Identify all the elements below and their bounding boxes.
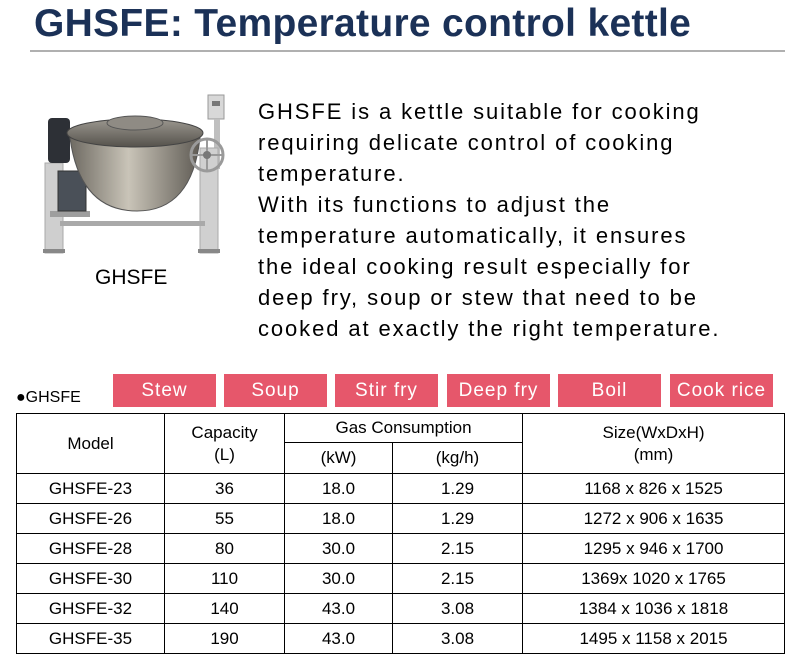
description-line: temperature automatically, it ensures xyxy=(258,223,688,248)
table-row xyxy=(17,474,785,504)
header-size-unit: (mm) xyxy=(633,444,674,464)
description-line: requiring delicate control of cooking xyxy=(258,130,675,155)
cell-kw: 43.0 xyxy=(285,594,393,624)
header-gas-kw: (kW) xyxy=(285,443,393,474)
tag-stir-fry: Stir fry xyxy=(335,374,438,407)
header-size-label: Size(WxDxH) xyxy=(602,422,705,442)
cell-model: GHSFE-23 xyxy=(17,474,165,504)
cell-size: 1272 x 906 x 1635 xyxy=(523,504,785,534)
header-gas: Gas Consumption xyxy=(285,414,523,443)
cell-kgh: 2.15 xyxy=(393,564,523,594)
description-line: With its functions to adjust the xyxy=(258,192,612,217)
description-line: cooked at exactly the right temperature. xyxy=(258,316,721,341)
spec-table xyxy=(16,413,785,654)
header-capacity-label: Capacity xyxy=(191,422,258,442)
cell-kw: 18.0 xyxy=(285,474,393,504)
header-model: Model xyxy=(17,414,165,474)
cell-kw: 43.0 xyxy=(285,624,393,654)
cell-size: 1495 x 1158 x 2015 xyxy=(523,624,785,654)
cell-kgh: 1.29 xyxy=(393,504,523,534)
cell-kw: 18.0 xyxy=(285,504,393,534)
section-label: ●GHSFE xyxy=(16,389,81,406)
cell-kgh: 3.08 xyxy=(393,594,523,624)
cell-model: GHSFE-30 xyxy=(17,564,165,594)
table-row xyxy=(17,624,785,654)
cell-kgh: 3.08 xyxy=(393,624,523,654)
title-divider xyxy=(30,50,785,52)
cell-kgh: 1.29 xyxy=(393,474,523,504)
table-row xyxy=(17,504,785,534)
cell-model: GHSFE-26 xyxy=(17,504,165,534)
cell-kw: 30.0 xyxy=(285,534,393,564)
cell-size: 1295 x 946 x 1700 xyxy=(523,534,785,564)
table-row xyxy=(17,594,785,624)
header-capacity-unit: (L) xyxy=(214,444,235,464)
cell-size: 1369x 1020 x 1765 xyxy=(523,564,785,594)
tag-soup: Soup xyxy=(224,374,327,407)
tag-stew: Stew xyxy=(113,374,216,407)
product-caption: GHSFE xyxy=(95,266,168,289)
cell-model: GHSFE-35 xyxy=(17,624,165,654)
cell-capacity: 36 xyxy=(165,474,285,504)
description-line: deep fry, soup or stew that need to be xyxy=(258,285,698,310)
description-line: GHSFE is a kettle suitable for cooking xyxy=(258,99,701,124)
table-row xyxy=(17,534,785,564)
kettle-photo-icon xyxy=(40,93,235,258)
cell-model: GHSFE-32 xyxy=(17,594,165,624)
cell-capacity: 55 xyxy=(165,504,285,534)
cell-capacity: 110 xyxy=(165,564,285,594)
tag-boil: Boil xyxy=(558,374,661,407)
cell-kgh: 2.15 xyxy=(393,534,523,564)
tag-cook-rice: Cook rice xyxy=(670,374,773,407)
description-line: temperature. xyxy=(258,161,406,186)
description-line: the ideal cooking result especially for xyxy=(258,254,692,279)
cell-capacity: 190 xyxy=(165,624,285,654)
product-description xyxy=(258,96,793,344)
cell-size: 1168 x 826 x 1525 xyxy=(523,474,785,504)
cell-model: GHSFE-28 xyxy=(17,534,165,564)
tag-deep-fry: Deep fry xyxy=(447,374,550,407)
header-capacity xyxy=(165,414,285,474)
cell-capacity: 80 xyxy=(165,534,285,564)
page-title: GHSFE: Temperature control kettle xyxy=(34,2,692,45)
cell-size: 1384 x 1036 x 1818 xyxy=(523,594,785,624)
cell-capacity: 140 xyxy=(165,594,285,624)
table-row xyxy=(17,564,785,594)
cell-kw: 30.0 xyxy=(285,564,393,594)
header-size xyxy=(523,414,785,474)
header-gas-kgh: (kg/h) xyxy=(393,443,523,474)
